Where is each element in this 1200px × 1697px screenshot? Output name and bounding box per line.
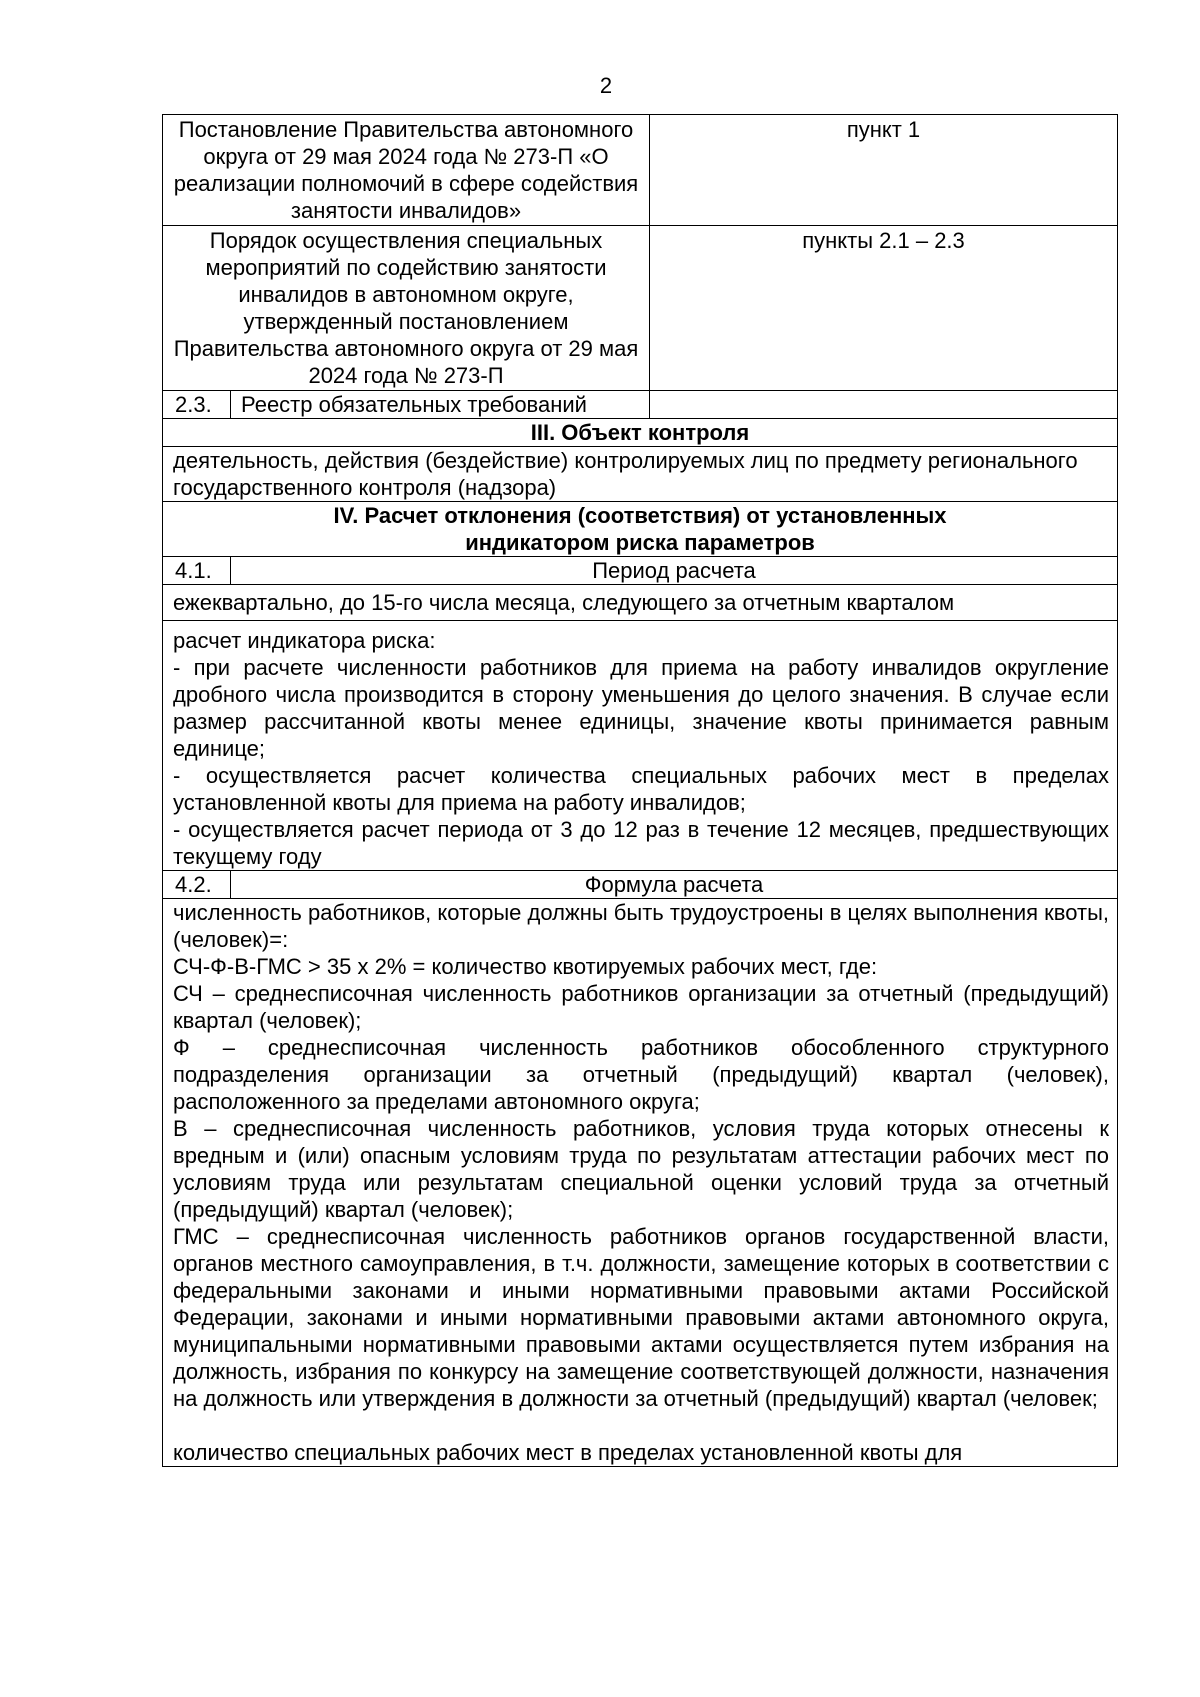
table-row [163,446,1117,501]
paragraph: - при расчете численности работников для приема на работу инвалидов округление дробного числа производится в сторону уменьшения до целого значения. В случае если размер рассчитанной квоты менее единицы, значение квоты принимается равным единице; [173,655,1109,761]
page-number: 2 [599,73,613,98]
paragraph: В – среднесписочная численность работников, условия труда которых отнесены к вредным и (или) опасным условиям труда по результатам аттестации рабочих мест по условиям труда или результатам специальной оценки условий труда за отчетный (предыдущий) квартал (человек); [173,1116,1109,1222]
empty-cell [650,391,1117,418]
formula-text [163,899,1117,1466]
paragraph: количество специальных рабочих мест в пределах установленной квоты для [173,1440,963,1465]
calculation-text [163,621,1117,870]
section-heading-line: IV. Расчет отклонения (соответствия) от установленных [333,503,947,528]
paragraph: Ф – среднесписочная численность работников обособленного структурного подразделения организации за отчетный (предыдущий) квартал (человек), расположенного за пределами автономного округа; [173,1035,1109,1114]
paragraph: - осуществляется расчет периода от 3 до 12 раз в течение 12 месяцев, предшествующих текущему году [173,817,1109,869]
table-row [163,390,1117,418]
paragraph: ГМС – среднесписочная численность работников органов государственной власти, органов местного самоуправления, в т.ч. должности, замещение которых в соответствии с федеральными законами и иными нормативными правовыми актами Российской Федерации, законами и иными нормативными правовыми актами автономного округа, муниципальными нормативными правовыми актами осуществляется путем избрания на должность, избрания по конкурсу на замещение соответствующей должности, назначения на должность или утверждения в должности за отчетный (предыдущий) квартал (человек; [173,1224,1109,1411]
paragraph: расчет индикатора риска: [173,628,436,653]
document-name-cell: Постановление Правительства автономного округа от 29 мая 2024 года № 273-П «О реализации полномочий в сфере содействия занятости инвалидов» [163,115,650,225]
spacer [173,1412,1109,1439]
document-name-cell: Порядок осуществления специальных мероприятий по содействию занятости инвалидов в автономном округе, утвержденный постановлением Правительства автономного округа от 29 мая 2024 года № 273-П [163,226,650,390]
item-title: Формула расчета [584,872,764,897]
table-row [163,898,1117,1466]
item-title: Период расчета [592,558,756,583]
table-row [163,556,1117,584]
clause-cell: пункты 2.1 – 2.3 [802,228,965,253]
section-heading-line: индикатором риска параметров [465,530,815,555]
formula-line: СЧ-Ф-В-ГМС > 35 х 2% = количество квотируемых рабочих мест, где: [173,954,878,979]
clause-cell: пункт 1 [846,117,921,142]
section-heading-row [163,418,1117,446]
paragraph: численность работников, которые должны быть трудоустроены в целях выполнения квоты, (человек)=: [173,900,1109,952]
paragraph: СЧ – среднесписочная численность работников организации за отчетный (предыдущий) квартал (человек); [173,981,1109,1033]
table-row [163,584,1117,620]
period-text: ежеквартально, до 15-го числа месяца, следующего за отчетным кварталом [173,590,955,615]
object-text: деятельность, действия (бездействие) контролируемых лиц по предмету регионального государственного контроля (надзора) [173,448,1078,500]
item-number: 2.3. [163,391,231,418]
section-heading: III. Объект контроля [530,420,750,445]
item-number: 4.2. [163,871,231,898]
item-label: Реестр обязательных требований [231,391,650,418]
table-row [163,225,1117,390]
section-heading-row [163,501,1117,556]
requirements-table [162,114,1118,1467]
table-row [163,870,1117,898]
item-number: 4.1. [163,557,231,584]
paragraph: - осуществляется расчет количества специальных рабочих мест в пределах установленной квоты для приема на работу инвалидов; [173,763,1109,815]
table-row [163,115,1117,225]
table-row [163,620,1117,870]
section-heading [163,502,1117,556]
